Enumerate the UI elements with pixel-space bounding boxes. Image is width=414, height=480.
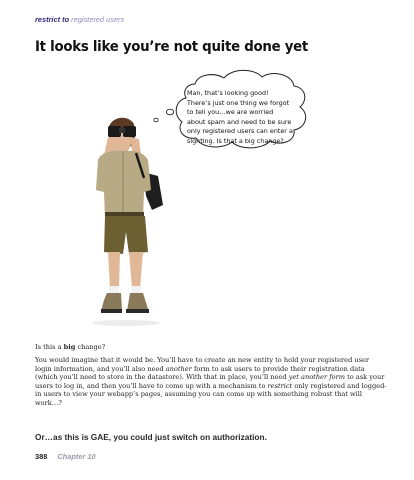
answer-callout: Or…as this is GAE, you could just switch on authorization. — [35, 432, 267, 442]
chapter-label: Chapter 10 — [57, 452, 96, 461]
body-paragraph — [35, 356, 387, 408]
page-footer — [35, 452, 96, 461]
body-run: only registered and logged-in users to view your webapp’s pages, assuming you can come up with something robust that will work…? — [35, 381, 387, 407]
header-topic: registered users — [71, 15, 125, 24]
body-run-italic: another — [165, 364, 192, 373]
body-run: You would imagine that it would be. You’ll have to create an new entity to hold your registered user login information, and you’ll also need — [35, 356, 370, 373]
body-run: to ask your users to log in, and then you’ll have to come up with a mechanism to — [35, 373, 385, 390]
question-text-end: change? — [75, 343, 106, 351]
thought-line: There’s just one thing we forgot — [187, 98, 290, 107]
page-title: It looks like you’re not quite done yet — [35, 39, 309, 55]
page-number: 388 — [35, 452, 48, 461]
question-paragraph — [35, 343, 387, 351]
body-run-italic: yet another form — [288, 373, 346, 382]
body-run: form to ask users to provide their registration data (which you’ll need to store in the datastore). With that in place, you’ll need — [35, 364, 365, 382]
woman-with-binoculars — [92, 118, 163, 326]
body-run-italic: restrict — [267, 381, 293, 390]
thought-line: to tell you…we are worried — [187, 108, 274, 117]
question-text: Is this a — [35, 343, 64, 351]
thought-line: sighting. Is that a big change? — [187, 136, 284, 145]
thought-line: about spam and need to be sure — [187, 117, 292, 126]
thought-line: Man, that’s looking good! — [187, 89, 269, 97]
question-bold: big — [63, 343, 76, 351]
header-section: restrict to — [35, 15, 70, 24]
thought-line: only registered users can enter a — [187, 127, 293, 136]
thought-bubble-text — [187, 89, 297, 147]
